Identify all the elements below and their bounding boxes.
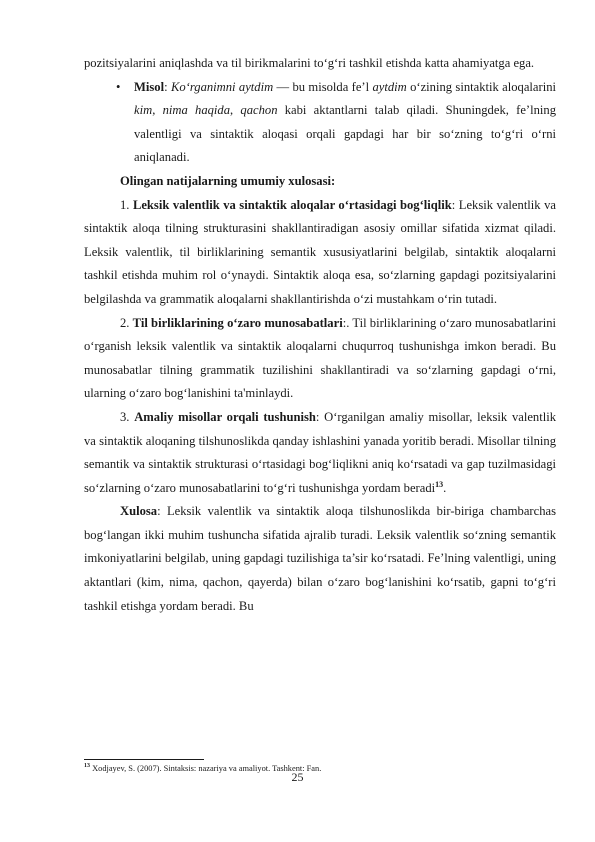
body-text — [84, 52, 556, 618]
misol-label: Misol — [134, 79, 165, 94]
footnote-text: Xodjayev, S. (2007). Sintaksis: nazariya va amaliyot. Tashkent: Fan. — [90, 764, 322, 773]
item-title: Leksik valentlik va sintaktik aloqalar o‘rtasidagi bog‘liqlik — [132, 197, 452, 212]
bullet-misol: • Misol: Ko‘rganimni aytdim — bu misolda fe’l aytdim o‘zining sintaktik aloqalarini kim, nima haqida, qachon kabi aktantlarni talab qiladi. Shuningdek, fe’lning valentligi va sintaktik aloqasi orqali gapdagi har bir so‘zning to‘g‘ri o‘rni aniqlanadi. — [84, 76, 556, 170]
item-title: Til birliklarining o‘zaro munosabatlari — [132, 315, 343, 330]
paragraph-xulosa: Xulosa: Leksik valentlik va sintaktik aloqa tilshunoslikda bir-biriga chambarchas bog‘langan ikki muhim tushuncha sifatida ajralib turadi. Leksik valentlik so‘zning semantik imkoniyatlarini belgilab, uning gapdagi tuzilishiga ta’sir ko‘rsatadi. Fe’lning valentligi, uning aktantlari (kim, nima, qachon, qayerda) bilan o‘zaro bog‘lanishini ko‘rsatib, gapni to‘g‘ri tashkil etishga yordam beradi. Bu — [84, 504, 556, 613]
xulosa-label: Xulosa — [120, 504, 158, 519]
footnote-number: 13 — [84, 763, 90, 770]
bullet-dot: • — [116, 79, 121, 94]
item-title: Amaliy misollar orqali tushunish — [134, 409, 316, 424]
footnote-divider — [84, 759, 204, 760]
conclusion-item-2: 2. Til birliklarining o‘zaro munosabatlari:. Til birliklarining o‘zaro munosabatlarini o‘rganish leksik valentlik va sintaktik aloqalarni chuqurroq tushunishga imkon beradi. Bu munosabatlar tilning grammatik tuzilishini shakllantiradi va so‘zlarning gapdagi o‘rni, ularning o‘zaro bog‘lanishini ta'minlaydi. — [84, 315, 557, 401]
misol-example: Ko‘rganimni aytdim — [170, 79, 274, 94]
paragraph-intro: pozitsiyalarini aniqlashda va til birikmalarini to‘g‘ri tashkil etishda katta ahamiyatga ega. — [84, 56, 535, 70]
conclusion-item-3: 3. Amaliy misollar orqali tushunish: O‘rganilgan amaliy misollar, leksik valentlik va sintaktik aloqaning tilshunoslikda qanday ishlashini yanada yoritib beradi. Misollar tilning semantik va sintaktik strukturasi o‘rtasidagi bog‘liqlikni aniq ko‘rsatadi va gap tuzilmasidagi so‘zlarning o‘zaro munosabatlarini to‘g‘ri tushunishga yordam beradi$^{13}$. — [84, 409, 557, 495]
footnote-ref[interactable]: 13 — [435, 479, 444, 489]
page-number: 25 — [291, 770, 304, 784]
conclusion-item-1: 1. Leksik valentlik va sintaktik aloqalar o‘rtasidagi bog‘liqlik: Leksik valentlik va sintaktik aloqa tilning strukturasini shakllantiradigan asosiy omillar sifatida xizmat qiladi. Leksik valentlik, til birliklarining semantik xususiyatlarini belgilab, sintaktik aloqalarni tashkil etishda muhim rol o‘ynaydi. Sintaktik aloqa esa, so‘zlarning gapdagi pozitsiyalarini belgilashda va grammatik aloqalarni shakllantirishda o‘zi mustahkam o‘rin tutadi. — [84, 197, 556, 306]
section-heading: Olingan natijalarning umumiy xulosasi: — [120, 173, 336, 188]
